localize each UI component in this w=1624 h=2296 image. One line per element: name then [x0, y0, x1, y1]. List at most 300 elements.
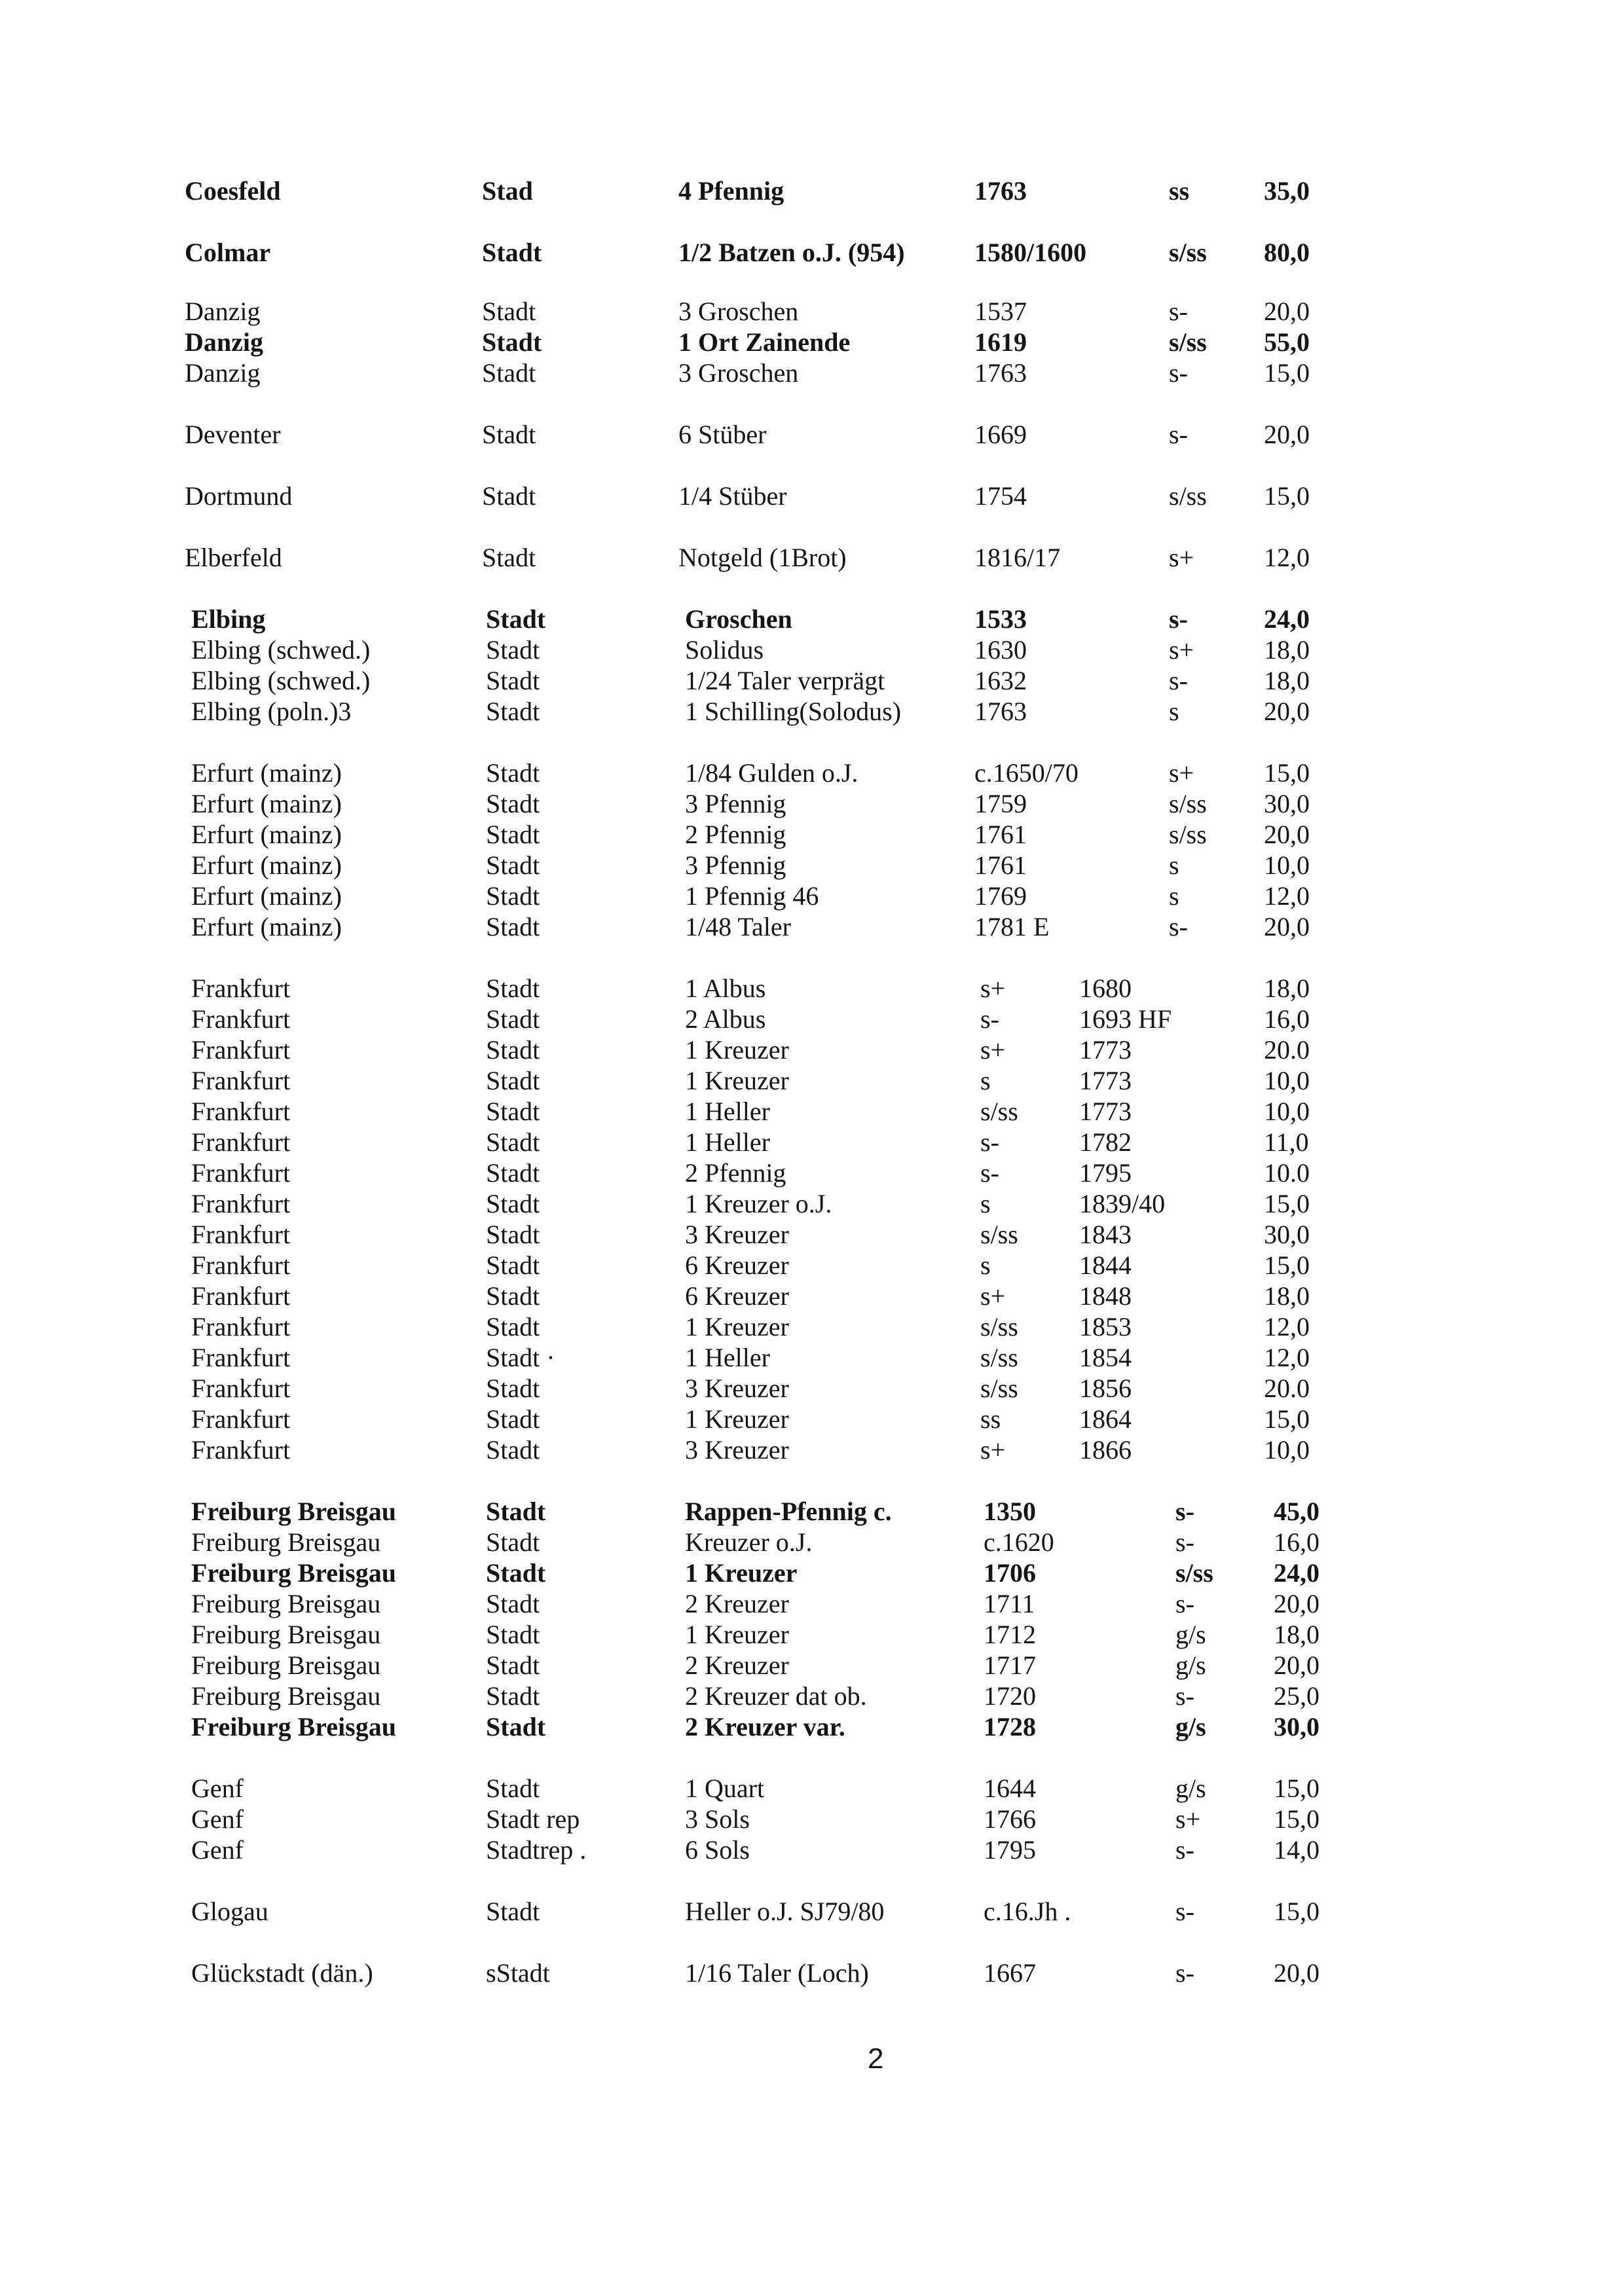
- grade-or-year-cell: 1844: [1079, 1250, 1132, 1280]
- place-cell: Frankfurt: [191, 1220, 291, 1249]
- grade-or-year-cell: g/s: [1175, 1774, 1206, 1803]
- type-cell: Stadt: [486, 1620, 540, 1649]
- grade-or-year-cell: s+: [1169, 543, 1194, 572]
- type-cell: Stadt: [486, 881, 540, 911]
- grade-or-year-cell: g/s: [1175, 1620, 1206, 1649]
- grade-or-year-cell: s/ss: [1169, 789, 1207, 818]
- price-row: [0, 1834, 1624, 1866]
- place-cell: Freiburg Breisgau: [191, 1681, 381, 1711]
- year-or-grade-cell: s+: [980, 1435, 1006, 1465]
- price-row: [0, 1281, 1624, 1312]
- place-cell: Frankfurt: [191, 1189, 291, 1218]
- type-cell: Stadt: [486, 1066, 540, 1095]
- price-row: [0, 1065, 1624, 1097]
- place-cell: Freiburg Breisgau: [191, 1620, 381, 1649]
- type-cell: Stadt: [486, 1250, 540, 1280]
- grade-or-year-cell: s-: [1175, 1589, 1194, 1618]
- grade-or-year-cell: s-: [1169, 912, 1188, 941]
- place-cell: Frankfurt: [191, 1404, 291, 1434]
- type-cell: Stadt: [482, 543, 536, 572]
- place-cell: Elbing (poln.)3: [191, 697, 352, 726]
- year-or-grade-cell: 1795: [984, 1835, 1036, 1865]
- type-cell: Stadt: [486, 1712, 546, 1741]
- price-row: [0, 1896, 1624, 1927]
- year-or-grade-cell: 1763: [974, 697, 1027, 726]
- grade-or-year-cell: s/ss: [1175, 1558, 1213, 1588]
- year-or-grade-cell: 1781 E: [974, 912, 1050, 941]
- price-row: [0, 1773, 1624, 1804]
- place-cell: Erfurt (mainz): [191, 912, 342, 941]
- type-cell: Stadt: [486, 1312, 540, 1341]
- coin-cell: 3 Sols: [685, 1804, 750, 1834]
- place-cell: Freiburg Breisgau: [191, 1650, 381, 1680]
- type-cell: Stadt: [486, 789, 540, 818]
- price-row: [0, 1096, 1624, 1127]
- type-cell: Stadt ·: [486, 1343, 555, 1372]
- place-cell: Erfurt (mainz): [191, 789, 342, 818]
- place-cell: Frankfurt: [191, 1127, 291, 1157]
- type-cell: Stadt rep: [486, 1804, 580, 1834]
- grade-or-year-cell: s-: [1175, 1897, 1194, 1926]
- price-row: [0, 757, 1624, 789]
- grade-or-year-cell: 1782: [1079, 1127, 1132, 1157]
- year-or-grade-cell: c.1620: [984, 1527, 1054, 1557]
- grade-or-year-cell: s-: [1175, 1497, 1194, 1526]
- grade-or-year-cell: g/s: [1175, 1712, 1206, 1741]
- page-number: 2: [868, 2043, 884, 2075]
- year-or-grade-cell: 1632: [974, 666, 1027, 695]
- coin-cell: 2 Kreuzer dat ob.: [685, 1681, 867, 1711]
- grade-or-year-cell: s-: [1175, 1835, 1194, 1865]
- coin-cell: 6 Kreuzer: [685, 1250, 789, 1280]
- type-cell: Stadt: [486, 1097, 540, 1126]
- place-cell: Danzig: [185, 297, 261, 326]
- price-cell: 15,0: [1264, 1404, 1310, 1434]
- place-cell: Elbing: [191, 604, 266, 634]
- grade-or-year-cell: 1773: [1079, 1035, 1132, 1065]
- coin-cell: 1 Schilling(Solodus): [685, 697, 902, 726]
- price-row: [0, 327, 1624, 358]
- place-cell: Coesfeld: [185, 176, 281, 206]
- price-row: [0, 1127, 1624, 1158]
- place-cell: Glogau: [191, 1897, 268, 1926]
- coin-cell: 1 Kreuzer: [685, 1066, 789, 1095]
- year-or-grade-cell: c.1650/70: [974, 758, 1079, 788]
- year-or-grade-cell: 1761: [974, 820, 1027, 849]
- grade-or-year-cell: ss: [1169, 176, 1190, 206]
- price-row: [0, 419, 1624, 450]
- place-cell: Erfurt (mainz): [191, 881, 342, 911]
- year-or-grade-cell: s/ss: [980, 1374, 1018, 1403]
- year-or-grade-cell: 1717: [984, 1650, 1036, 1680]
- grade-or-year-cell: 1773: [1079, 1097, 1132, 1126]
- price-cell: 10,0: [1264, 850, 1310, 880]
- price-cell: 18,0: [1264, 1281, 1310, 1311]
- price-cell: 24,0: [1264, 604, 1310, 634]
- price-row: [0, 1219, 1624, 1250]
- price-row: [0, 1527, 1624, 1558]
- type-cell: Stadt: [486, 604, 546, 634]
- year-or-grade-cell: s: [980, 1189, 991, 1218]
- type-cell: Stadt: [486, 1897, 540, 1926]
- type-cell: Stadt: [486, 1558, 546, 1588]
- year-or-grade-cell: s/ss: [980, 1097, 1018, 1126]
- price-cell: 18,0: [1264, 635, 1310, 665]
- grade-or-year-cell: 1864: [1079, 1404, 1132, 1434]
- price-row: [0, 1188, 1624, 1220]
- type-cell: Stadt: [486, 1004, 540, 1034]
- type-cell: sStadt: [486, 1958, 550, 1988]
- place-cell: Erfurt (mainz): [191, 850, 342, 880]
- price-row: [0, 1711, 1624, 1743]
- grade-or-year-cell: s/ss: [1169, 327, 1207, 357]
- coin-cell: 2 Pfennig: [685, 820, 786, 849]
- price-cell: 20.0: [1264, 1035, 1310, 1065]
- year-or-grade-cell: s-: [980, 1158, 999, 1188]
- place-cell: Genf: [191, 1774, 244, 1803]
- type-cell: Stadt: [486, 820, 540, 849]
- type-cell: Stadt: [486, 1435, 540, 1465]
- price-row: [0, 1311, 1624, 1343]
- place-cell: Elbing (schwed.): [191, 666, 371, 695]
- year-or-grade-cell: 1712: [984, 1620, 1036, 1649]
- coin-cell: 1 Pfennig 46: [685, 881, 819, 911]
- place-cell: Colmar: [185, 238, 271, 267]
- price-row: [0, 1958, 1624, 1989]
- type-cell: Stadt: [482, 327, 542, 357]
- grade-or-year-cell: s/ss: [1169, 238, 1207, 267]
- price-cell: 15,0: [1274, 1897, 1320, 1926]
- coin-cell: 6 Sols: [685, 1835, 750, 1865]
- coin-cell: 1/16 Taler (Loch): [685, 1958, 869, 1988]
- type-cell: Stadt: [482, 297, 536, 326]
- grade-or-year-cell: s-: [1175, 1681, 1194, 1711]
- year-or-grade-cell: 1630: [974, 635, 1027, 665]
- price-cell: 18,0: [1264, 666, 1310, 695]
- price-row: [0, 850, 1624, 881]
- type-cell: Stadt: [486, 912, 540, 941]
- grade-or-year-cell: s: [1169, 881, 1179, 911]
- coin-cell: 3 Groschen: [678, 358, 799, 388]
- price-cell: 20.0: [1264, 1374, 1310, 1403]
- grade-or-year-cell: 1773: [1079, 1066, 1132, 1095]
- price-row: [0, 881, 1624, 912]
- year-or-grade-cell: 1533: [974, 604, 1027, 634]
- coin-cell: Notgeld (1Brot): [678, 543, 847, 572]
- year-or-grade-cell: 1619: [974, 327, 1027, 357]
- coin-cell: Kreuzer o.J.: [685, 1527, 813, 1557]
- price-cell: 30,0: [1264, 789, 1310, 818]
- coin-cell: 1/4 Stüber: [678, 481, 787, 511]
- coin-cell: 3 Kreuzer: [685, 1435, 789, 1465]
- year-or-grade-cell: 1644: [984, 1774, 1036, 1803]
- grade-or-year-cell: s-: [1175, 1527, 1194, 1557]
- place-cell: Frankfurt: [191, 974, 291, 1003]
- year-or-grade-cell: 1816/17: [974, 543, 1061, 572]
- grade-or-year-cell: g/s: [1175, 1650, 1206, 1680]
- type-cell: Stadt: [486, 1035, 540, 1065]
- coin-cell: 1/84 Gulden o.J.: [685, 758, 858, 788]
- coin-cell: 1 Kreuzer: [685, 1620, 789, 1649]
- price-cell: 12,0: [1264, 1312, 1310, 1341]
- price-cell: 15,0: [1274, 1774, 1320, 1803]
- year-or-grade-cell: s-: [980, 1127, 999, 1157]
- year-or-grade-cell: 1763: [974, 358, 1027, 388]
- year-or-grade-cell: s+: [980, 1035, 1006, 1065]
- price-cell: 35,0: [1264, 176, 1310, 206]
- coin-cell: 2 Kreuzer var.: [685, 1712, 845, 1741]
- price-cell: 12,0: [1264, 1343, 1310, 1372]
- type-cell: Stadt: [486, 1497, 546, 1526]
- place-cell: Freiburg Breisgau: [191, 1558, 396, 1588]
- year-or-grade-cell: s: [980, 1250, 991, 1280]
- grade-or-year-cell: 1843: [1079, 1220, 1132, 1249]
- year-or-grade-cell: 1580/1600: [974, 238, 1087, 267]
- price-row: [0, 1373, 1624, 1404]
- coin-cell: 3 Pfennig: [685, 789, 786, 818]
- price-cell: 15,0: [1274, 1804, 1320, 1834]
- grade-or-year-cell: s+: [1169, 758, 1194, 788]
- type-cell: Stadt: [486, 635, 540, 665]
- coin-cell: Rappen-Pfennig c.: [685, 1497, 892, 1526]
- coin-cell: 6 Kreuzer: [685, 1281, 789, 1311]
- coin-cell: 1/48 Taler: [685, 912, 791, 941]
- grade-or-year-cell: s-: [1175, 1958, 1194, 1988]
- place-cell: Frankfurt: [191, 1158, 291, 1188]
- place-cell: Genf: [191, 1804, 244, 1834]
- place-cell: Frankfurt: [191, 1312, 291, 1341]
- place-cell: Elberfeld: [185, 543, 282, 572]
- grade-or-year-cell: 1839/40: [1079, 1189, 1166, 1218]
- price-row: [0, 1496, 1624, 1527]
- place-cell: Freiburg Breisgau: [191, 1712, 396, 1741]
- year-or-grade-cell: 1754: [974, 481, 1027, 511]
- grade-or-year-cell: 1856: [1079, 1374, 1132, 1403]
- place-cell: Erfurt (mainz): [191, 758, 342, 788]
- year-or-grade-cell: s/ss: [980, 1343, 1018, 1372]
- grade-or-year-cell: 1866: [1079, 1435, 1132, 1465]
- place-cell: Elbing (schwed.): [191, 635, 371, 665]
- year-or-grade-cell: 1667: [984, 1958, 1036, 1988]
- price-row: [0, 1250, 1624, 1281]
- price-row: [0, 296, 1624, 327]
- coin-cell: Groschen: [685, 604, 792, 634]
- type-cell: Stadt: [482, 358, 536, 388]
- price-cell: 16,0: [1264, 1004, 1310, 1034]
- price-row: [0, 1681, 1624, 1712]
- price-row: [0, 604, 1624, 635]
- grade-or-year-cell: 1795: [1079, 1158, 1132, 1188]
- place-cell: Freiburg Breisgau: [191, 1589, 381, 1618]
- grade-or-year-cell: s: [1169, 850, 1179, 880]
- type-cell: Stadt: [482, 420, 536, 449]
- coin-cell: 3 Kreuzer: [685, 1374, 789, 1403]
- coin-cell: 1/24 Taler verprägt: [685, 666, 885, 695]
- year-or-grade-cell: 1711: [984, 1589, 1035, 1618]
- grade-or-year-cell: s/ss: [1169, 820, 1207, 849]
- type-cell: Stadt: [486, 1220, 540, 1249]
- place-cell: Frankfurt: [191, 1097, 291, 1126]
- coin-cell: 4 Pfennig: [678, 176, 784, 206]
- coin-cell: 1 Ort Zainende: [678, 327, 851, 357]
- place-cell: Frankfurt: [191, 1004, 291, 1034]
- price-cell: 12,0: [1264, 543, 1310, 572]
- type-cell: Stadt: [482, 238, 542, 267]
- year-or-grade-cell: 1766: [984, 1804, 1036, 1834]
- price-row: [0, 1404, 1624, 1435]
- grade-or-year-cell: s-: [1169, 297, 1188, 326]
- price-cell: 16,0: [1274, 1527, 1320, 1557]
- price-cell: 15,0: [1264, 358, 1310, 388]
- price-row: [0, 819, 1624, 850]
- year-or-grade-cell: 1759: [974, 789, 1027, 818]
- place-cell: Frankfurt: [191, 1435, 291, 1465]
- coin-cell: 1 Quart: [685, 1774, 765, 1803]
- year-or-grade-cell: 1537: [974, 297, 1027, 326]
- coin-cell: 1 Heller: [685, 1343, 770, 1372]
- place-cell: Genf: [191, 1835, 244, 1865]
- coin-cell: Solidus: [685, 635, 764, 665]
- price-row: [0, 634, 1624, 666]
- price-cell: 15,0: [1264, 1250, 1310, 1280]
- price-row: [0, 1157, 1624, 1189]
- type-cell: Stadt: [486, 1374, 540, 1403]
- price-cell: 18,0: [1264, 974, 1310, 1003]
- price-row: [0, 1004, 1624, 1035]
- type-cell: Stadt: [486, 1281, 540, 1311]
- price-row: [0, 911, 1624, 943]
- type-cell: Stadt: [482, 481, 536, 511]
- place-cell: Erfurt (mainz): [191, 820, 342, 849]
- grade-or-year-cell: s-: [1169, 604, 1188, 634]
- year-or-grade-cell: 1720: [984, 1681, 1036, 1711]
- price-cell: 45,0: [1274, 1497, 1320, 1526]
- price-cell: 55,0: [1264, 327, 1310, 357]
- price-row: [0, 1342, 1624, 1374]
- coin-cell: 6 Stüber: [678, 420, 767, 449]
- place-cell: Dortmund: [185, 481, 293, 511]
- coin-cell: 1 Kreuzer o.J.: [685, 1189, 832, 1218]
- type-cell: Stadt: [486, 974, 540, 1003]
- price-cell: 14,0: [1274, 1835, 1320, 1865]
- type-cell: Stadt: [486, 1774, 540, 1803]
- grade-or-year-cell: s+: [1175, 1804, 1201, 1834]
- year-or-grade-cell: 1769: [974, 881, 1027, 911]
- coin-cell: 3 Groschen: [678, 297, 799, 326]
- coin-cell: 1 Heller: [685, 1097, 770, 1126]
- price-cell: 15,0: [1264, 758, 1310, 788]
- year-or-grade-cell: 1763: [974, 176, 1027, 206]
- grade-or-year-cell: 1854: [1079, 1343, 1132, 1372]
- price-row: [0, 696, 1624, 727]
- coin-cell: 3 Kreuzer: [685, 1220, 789, 1249]
- price-cell: 80,0: [1264, 238, 1310, 267]
- price-cell: 15,0: [1264, 1189, 1310, 1218]
- price-cell: 11,0: [1264, 1127, 1309, 1157]
- price-cell: 20,0: [1264, 297, 1310, 326]
- coin-cell: 1 Heller: [685, 1127, 770, 1157]
- year-or-grade-cell: s+: [980, 1281, 1006, 1311]
- year-or-grade-cell: 1706: [984, 1558, 1036, 1588]
- year-or-grade-cell: c.16.Jh .: [984, 1897, 1071, 1926]
- coin-cell: 3 Pfennig: [685, 850, 786, 880]
- place-cell: Frankfurt: [191, 1374, 291, 1403]
- type-cell: Stadt: [486, 1589, 540, 1618]
- price-cell: 15,0: [1264, 481, 1310, 511]
- price-cell: 20,0: [1274, 1589, 1320, 1618]
- type-cell: Stadt: [486, 1189, 540, 1218]
- price-row: [0, 1588, 1624, 1620]
- type-cell: Stadt: [486, 1681, 540, 1711]
- price-row: [0, 665, 1624, 697]
- year-or-grade-cell: 1761: [974, 850, 1027, 880]
- price-cell: 18,0: [1274, 1620, 1320, 1649]
- type-cell: Stadt: [486, 666, 540, 695]
- price-cell: 20,0: [1264, 912, 1310, 941]
- type-cell: Stadt: [486, 1650, 540, 1680]
- grade-or-year-cell: 1693 HF: [1079, 1004, 1172, 1034]
- type-cell: Stadt: [486, 758, 540, 788]
- price-cell: 10,0: [1264, 1066, 1310, 1095]
- price-cell: 20,0: [1264, 697, 1310, 726]
- coin-cell: 1 Kreuzer: [685, 1404, 789, 1434]
- coin-cell: 2 Kreuzer: [685, 1650, 789, 1680]
- type-cell: Stadt: [486, 1527, 540, 1557]
- price-cell: 12,0: [1264, 881, 1310, 911]
- year-or-grade-cell: s-: [980, 1004, 999, 1034]
- grade-or-year-cell: s+: [1169, 635, 1194, 665]
- type-cell: Stadt: [486, 1127, 540, 1157]
- grade-or-year-cell: s-: [1169, 420, 1188, 449]
- price-cell: 10,0: [1264, 1097, 1310, 1126]
- coin-cell: 1 Kreuzer: [685, 1558, 798, 1588]
- place-cell: Freiburg Breisgau: [191, 1527, 381, 1557]
- price-row: [0, 1804, 1624, 1835]
- place-cell: Frankfurt: [191, 1035, 291, 1065]
- coin-cell: 2 Kreuzer: [685, 1589, 789, 1618]
- coin-cell: Heller o.J. SJ79/80: [685, 1897, 885, 1926]
- year-or-grade-cell: 1350: [984, 1497, 1036, 1526]
- grade-or-year-cell: 1680: [1079, 974, 1132, 1003]
- grade-or-year-cell: s-: [1169, 666, 1188, 695]
- coin-cell: 2 Pfennig: [685, 1158, 786, 1188]
- price-row: [0, 973, 1624, 1004]
- coin-cell: 2 Albus: [685, 1004, 766, 1034]
- price-row: [0, 357, 1624, 389]
- grade-or-year-cell: s/ss: [1169, 481, 1207, 511]
- price-row: [0, 481, 1624, 512]
- price-row: [0, 1619, 1624, 1650]
- place-cell: Glückstadt (dän.): [191, 1958, 373, 1988]
- price-row: [0, 1558, 1624, 1589]
- place-cell: Frankfurt: [191, 1281, 291, 1311]
- year-or-grade-cell: s/ss: [980, 1312, 1018, 1341]
- grade-or-year-cell: 1853: [1079, 1312, 1132, 1341]
- year-or-grade-cell: 1669: [974, 420, 1027, 449]
- year-or-grade-cell: s: [980, 1066, 991, 1095]
- price-row: [0, 1650, 1624, 1681]
- price-cell: 30,0: [1274, 1712, 1320, 1741]
- coin-cell: 1 Albus: [685, 974, 766, 1003]
- coin-cell: 1 Kreuzer: [685, 1035, 789, 1065]
- place-cell: Deventer: [185, 420, 281, 449]
- year-or-grade-cell: s+: [980, 974, 1006, 1003]
- type-cell: Stadt: [486, 1404, 540, 1434]
- place-cell: Freiburg Breisgau: [191, 1497, 396, 1526]
- coin-cell: 1 Kreuzer: [685, 1312, 789, 1341]
- year-or-grade-cell: ss: [980, 1404, 1001, 1434]
- grade-or-year-cell: s-: [1169, 358, 1188, 388]
